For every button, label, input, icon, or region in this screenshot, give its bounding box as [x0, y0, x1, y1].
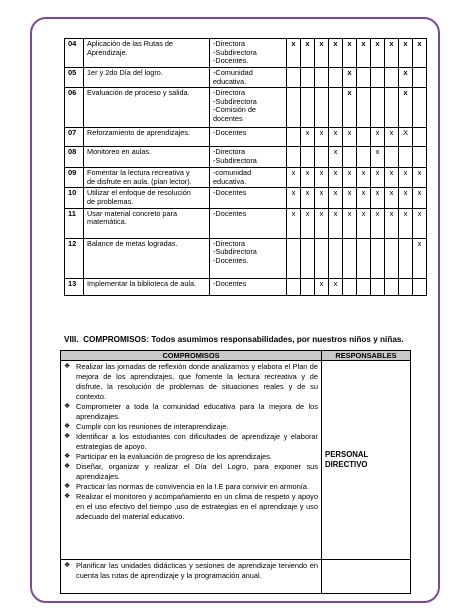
responsible-line: -Comunidad [213, 68, 253, 77]
schedule-mark [329, 238, 343, 278]
schedule-mark: x [413, 168, 427, 188]
commitment-text: Cumplir con los reuniones de interaprendizaje. [76, 422, 229, 431]
commitment-text: Realizar el monitoreo y acompañamiento en un clima de respeto y apoyo en el uso efectivo del tiempo ,uso de estrategias en el aprendizaje y uso adecuado del material educativo. [76, 492, 318, 521]
schedule-mark [301, 88, 315, 128]
schedule-mark: x [315, 278, 329, 295]
activity-description [84, 88, 210, 128]
responsible-line: educativa. [213, 176, 247, 186]
diamond-bullet-icon: ❖ [64, 453, 71, 460]
responsible-line: -Docentes [213, 128, 247, 138]
responsible-line: -Subdirectora [213, 96, 257, 106]
schedule-mark: x [413, 238, 427, 278]
schedule-mark: x [287, 188, 301, 208]
schedule-mark: x [371, 168, 385, 188]
description-line: Usar material concreto para [87, 208, 178, 218]
schedule-mark [399, 278, 413, 295]
description-line: Aplicación de las Rutas de [87, 39, 173, 48]
schedule-mark [385, 278, 399, 295]
description-line: Monitoreo en aulas. [87, 147, 152, 157]
schedule-mark [343, 238, 357, 278]
responsible-line-2: DIRECTIVO [325, 460, 368, 469]
commitment-item [64, 452, 318, 462]
schedule-mark: x [329, 128, 343, 147]
schedule-mark: x [357, 168, 371, 188]
activity-description [84, 128, 210, 147]
schedule-mark: x [385, 188, 399, 208]
activity-row [65, 88, 427, 128]
activity-row [65, 147, 427, 168]
commitment-item [64, 362, 318, 402]
header-compromisos: COMPROMISOS [61, 351, 322, 361]
responsible-line: -Comisión de [213, 105, 256, 115]
schedule-mark: x [343, 208, 357, 238]
schedule-mark: x [371, 128, 385, 147]
responsible-cell-empty [322, 560, 411, 594]
description-line: Aprendizaje. [87, 47, 128, 57]
description-line: Balance de metas logradas. [87, 238, 178, 248]
responsible-line: -Docentes. [213, 56, 249, 66]
commitment-text: Diseñar, organizar y realizar el Día del Logro, para exponer sus aprendizajes. [76, 462, 318, 481]
activity-responsible [210, 238, 287, 278]
activity-row [65, 208, 427, 238]
schedule-mark: x [357, 39, 371, 68]
description-line: de disfrute en aula. (plan lector). [87, 176, 192, 186]
schedule-mark [287, 68, 301, 88]
activity-number: 09 [65, 168, 84, 188]
commitment-item [64, 561, 318, 581]
activities-table [64, 38, 427, 296]
responsible-line: -Directora [213, 88, 246, 98]
schedule-mark: x [371, 188, 385, 208]
schedule-mark: x [371, 39, 385, 68]
diamond-bullet-icon: ❖ [64, 483, 71, 490]
description-line: Utilizar el enfoque de resolución [87, 188, 191, 198]
activity-row [65, 168, 427, 188]
activity-description [84, 278, 210, 295]
commitment-item [64, 402, 318, 422]
description-line: 1er y 2do Día del logro. [87, 68, 163, 77]
schedule-mark [343, 147, 357, 168]
responsible-line: -Docentes. [213, 255, 249, 265]
schedule-mark: x [385, 39, 399, 68]
schedule-mark: x [399, 39, 413, 68]
schedule-mark: x [329, 168, 343, 188]
activity-responsible [210, 208, 287, 238]
schedule-mark [357, 68, 371, 88]
schedule-mark [301, 238, 315, 278]
schedule-mark: x [343, 168, 357, 188]
responsible-line: educativa. [213, 76, 247, 86]
schedule-mark [413, 147, 427, 168]
schedule-mark [301, 147, 315, 168]
schedule-mark [315, 147, 329, 168]
schedule-mark [315, 68, 329, 88]
schedule-mark: x [399, 68, 413, 88]
description-line: matemática. [87, 217, 127, 227]
schedule-mark: x [399, 88, 413, 128]
activity-responsible [210, 168, 287, 188]
schedule-mark [413, 68, 427, 88]
responsible-line: -Subdirectora [213, 47, 257, 57]
activity-description [84, 147, 210, 168]
schedule-mark [399, 147, 413, 168]
schedule-mark [287, 238, 301, 278]
schedule-mark [413, 278, 427, 295]
schedule-mark: x [301, 188, 315, 208]
schedule-mark: x [329, 278, 343, 295]
schedule-mark [357, 88, 371, 128]
commitment-text: Realizar las jornadas de reflexión donde analizamos y elabora el Plan de mejora de los aprendizajes, que fomente la lectura recreativa y de disfrute, la resolución de problemas de situaciones reales y de su contexto. [76, 362, 318, 401]
activity-row [65, 238, 427, 278]
schedule-mark: x [343, 88, 357, 128]
activity-responsible [210, 128, 287, 147]
responsible-line: -Docentes [213, 208, 247, 218]
activity-description [84, 238, 210, 278]
schedule-mark: x [301, 208, 315, 238]
schedule-mark [371, 88, 385, 128]
schedule-mark [371, 68, 385, 88]
schedule-mark [357, 238, 371, 278]
activity-row [65, 39, 427, 68]
responsible-line: -Docentes [213, 188, 247, 198]
activity-number: 04 [65, 39, 84, 68]
diamond-bullet-icon: ❖ [64, 463, 71, 470]
schedule-mark [371, 238, 385, 278]
schedule-mark [315, 238, 329, 278]
activity-responsible [210, 68, 287, 88]
schedule-mark [413, 128, 427, 147]
schedule-mark: x [301, 39, 315, 68]
responsible-line-1: PERSONAL [325, 450, 369, 459]
schedule-mark [301, 68, 315, 88]
schedule-mark: x [357, 208, 371, 238]
schedule-mark: x [385, 168, 399, 188]
schedule-mark: x [315, 168, 329, 188]
schedule-mark: x [329, 208, 343, 238]
activity-number: 05 [65, 68, 84, 88]
header-responsables: RESPONSABLES [322, 351, 411, 361]
commitment-text: Comprometer a toda la comunidad educativa para la mejora de los aprendizajes. [76, 402, 318, 421]
schedule-mark [287, 88, 301, 128]
schedule-mark [399, 238, 413, 278]
schedule-mark: x [329, 188, 343, 208]
activity-number: 10 [65, 188, 84, 208]
schedule-mark [329, 68, 343, 88]
activity-row [65, 128, 427, 147]
schedule-mark: x [385, 128, 399, 147]
schedule-mark: x [329, 147, 343, 168]
schedule-mark: x [343, 128, 357, 147]
schedule-mark: x [315, 39, 329, 68]
diamond-bullet-icon: ❖ [64, 363, 71, 370]
description-line: Fomentar la lectura recreativa y [87, 168, 190, 178]
schedule-mark [357, 147, 371, 168]
responsible-line: -Docentes [213, 278, 247, 288]
commitment-text: Identificar a los estudiantes con dificultades de aprendizaje y elaborar estrategias de apoyo. [76, 432, 318, 451]
section-heading: COMPROMISOS: Todos asumimos responsabilidades, por nuestros niños y niñas. [83, 335, 404, 344]
activity-number: 06 [65, 88, 84, 128]
schedule-mark: x [399, 208, 413, 238]
activity-number: 12 [65, 238, 84, 278]
commitments-group-2 [61, 560, 322, 594]
schedule-mark: x [287, 168, 301, 188]
diamond-bullet-icon: ❖ [64, 562, 71, 569]
section-title [64, 335, 404, 344]
diamond-bullet-icon: ❖ [64, 493, 71, 500]
schedule-mark [357, 128, 371, 147]
activity-description [84, 68, 210, 88]
activity-responsible [210, 147, 287, 168]
schedule-mark [301, 278, 315, 295]
commitments-table [60, 350, 411, 594]
activity-number: 11 [65, 208, 84, 238]
activity-responsible [210, 188, 287, 208]
activity-description [84, 39, 210, 68]
schedule-mark: x [413, 208, 427, 238]
commitment-text: Participar en la evaluación de progreso de los aprendizajes. [76, 452, 272, 461]
schedule-mark [343, 278, 357, 295]
schedule-mark: x [329, 39, 343, 68]
schedule-mark [385, 68, 399, 88]
schedule-mark: x [315, 188, 329, 208]
responsible-line: -Directora [213, 147, 246, 157]
responsible-cell [322, 361, 411, 560]
responsible-line: -Subdirectora [213, 155, 257, 165]
schedule-mark [287, 128, 301, 147]
schedule-mark [413, 88, 427, 128]
schedule-mark [385, 147, 399, 168]
activity-responsible [210, 39, 287, 68]
schedule-mark [287, 147, 301, 168]
schedule-mark: x [413, 188, 427, 208]
schedule-mark [315, 88, 329, 128]
responsible-line: docentes [213, 113, 243, 123]
schedule-mark: x [413, 39, 427, 68]
schedule-mark: x [385, 208, 399, 238]
schedule-mark: x [343, 68, 357, 88]
commitment-item [64, 432, 318, 452]
schedule-mark [357, 278, 371, 295]
activity-number: 07 [65, 128, 84, 147]
schedule-mark: X [399, 128, 413, 147]
activity-description [84, 168, 210, 188]
responsible-line: -Directora [213, 238, 246, 248]
description-line: de problemas. [87, 196, 134, 206]
responsible-line: -Subdirectora [213, 247, 257, 257]
responsible-line: -comunidad [213, 168, 252, 178]
section-numeral: VIII. [64, 335, 79, 344]
schedule-mark: x [315, 128, 329, 147]
commitment-item [64, 492, 318, 522]
commitment-text: Practicar las normas de convivencia en la I.E para convivir en armonía. [76, 482, 309, 491]
activity-responsible [210, 278, 287, 295]
diamond-bullet-icon: ❖ [64, 423, 71, 430]
schedule-mark: x [371, 147, 385, 168]
activity-responsible [210, 88, 287, 128]
commitment-item [64, 422, 318, 432]
schedule-mark [287, 278, 301, 295]
schedule-mark: x [315, 208, 329, 238]
activity-row [65, 188, 427, 208]
schedule-mark [385, 238, 399, 278]
schedule-mark: x [371, 208, 385, 238]
activity-row [65, 68, 427, 88]
diamond-bullet-icon: ❖ [64, 403, 71, 410]
commitment-item [64, 482, 318, 492]
activity-number: 08 [65, 147, 84, 168]
activity-description [84, 188, 210, 208]
schedule-mark [371, 278, 385, 295]
schedule-mark: x [301, 128, 315, 147]
description-line: Evaluación de proceso y salida. [87, 88, 190, 98]
schedule-mark [329, 88, 343, 128]
schedule-mark: x [343, 39, 357, 68]
commitment-text: Planificar las unidades didácticas y sesiones de aprendizaje teniendo en cuenta las rutas de aprendizaje y la programación anual. [76, 561, 318, 580]
responsible-line: -Directora [213, 39, 246, 48]
activity-number: 13 [65, 278, 84, 295]
description-line: Implementar la biblioteca de aula. [87, 278, 197, 288]
diamond-bullet-icon: ❖ [64, 433, 71, 440]
schedule-mark: x [399, 188, 413, 208]
activity-description [84, 208, 210, 238]
schedule-mark: x [343, 188, 357, 208]
schedule-mark: x [399, 168, 413, 188]
schedule-mark: x [357, 188, 371, 208]
schedule-mark [385, 88, 399, 128]
commitment-item [64, 462, 318, 482]
schedule-mark: x [287, 39, 301, 68]
description-line: Reforzamiento de aprendizajes. [87, 128, 191, 138]
schedule-mark: x [301, 168, 315, 188]
schedule-mark: x [287, 208, 301, 238]
commitments-group-1 [61, 361, 322, 560]
activity-row [65, 278, 427, 295]
